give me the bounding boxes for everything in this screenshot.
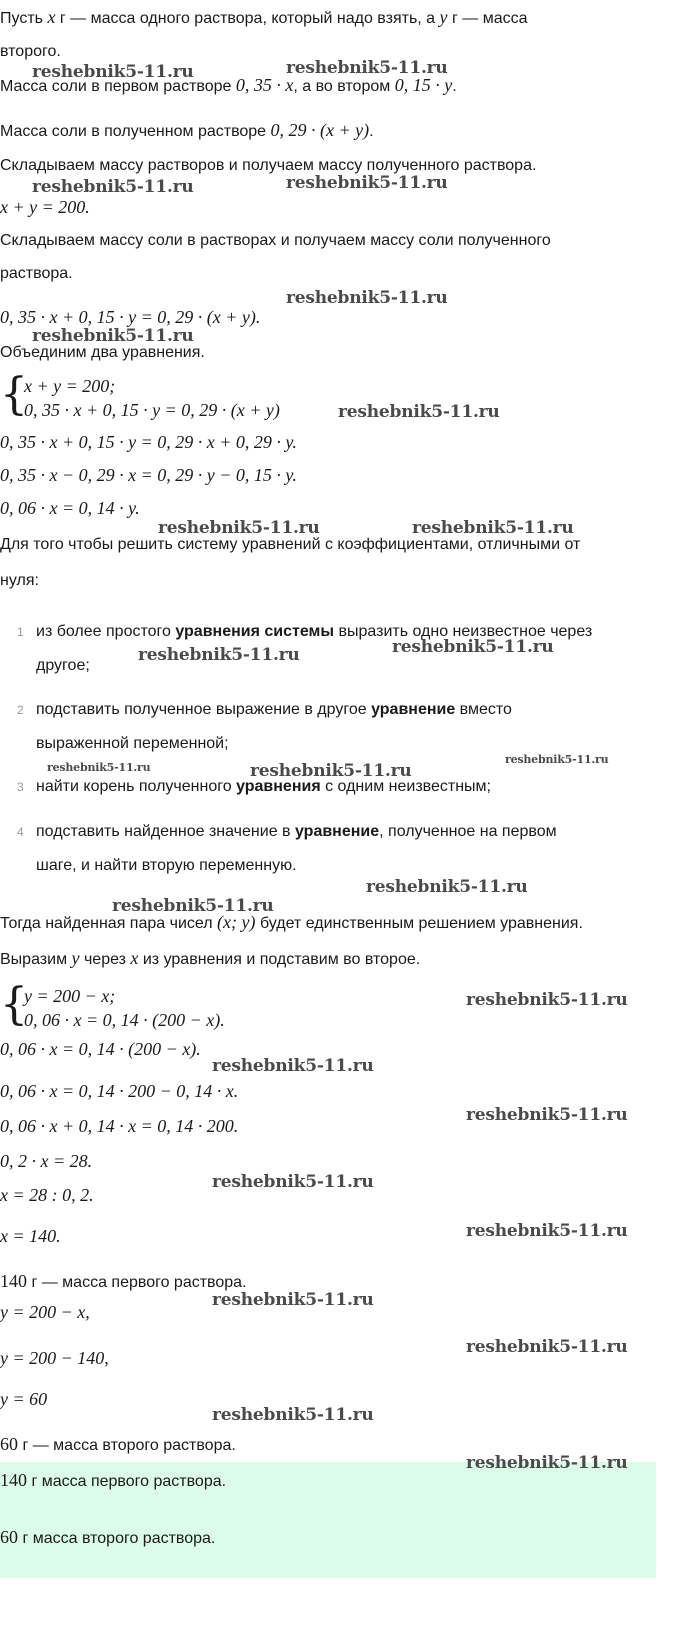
watermark: reshebnik5-11.ru xyxy=(32,326,194,346)
text-line: Выразим y через x из уравнения и подставим во второе. xyxy=(0,948,421,968)
text-line: Масса соли в полученном растворе 0, 29 · (x + y). xyxy=(0,120,374,140)
math-line: x = 28 : 0, 2. xyxy=(0,1185,94,1205)
math-line: y = 200 − 140, xyxy=(0,1348,109,1368)
brace-icon: { xyxy=(0,979,28,1030)
watermark: reshebnik5-11.ru xyxy=(392,637,554,657)
watermark: reshebnik5-11.ru xyxy=(466,1221,628,1241)
watermark: reshebnik5-11.ru xyxy=(366,877,528,897)
watermark: reshebnik5-11.ru xyxy=(158,518,320,538)
list-number: 1 xyxy=(17,625,24,639)
watermark: reshebnik5-11.ru xyxy=(112,896,274,916)
watermark: reshebnik5-11.ru xyxy=(466,1337,628,1357)
watermark: reshebnik5-11.ru xyxy=(250,761,412,781)
list-item-cont: шаге, и найти вторую переменную. xyxy=(36,857,297,874)
list-number: 4 xyxy=(17,825,24,839)
watermark: reshebnik5-11.ru xyxy=(138,645,300,665)
list-item: подставить найденное значение в уравнение, полученное на первом xyxy=(36,823,557,840)
text-line: Пусть x г — масса одного раствора, который надо взять, а y г — масса xyxy=(0,7,528,27)
list-item-cont: выраженной переменной; xyxy=(36,735,229,752)
math-line: 0, 35 · x − 0, 29 · x = 0, 29 · y − 0, 15 · y. xyxy=(0,465,297,485)
watermark: reshebnik5-11.ru xyxy=(32,62,194,82)
text-line: второго. xyxy=(0,43,61,60)
answer-line: 140 г масса первого раствора. xyxy=(0,1470,227,1490)
math-line: 0, 06 · x = 0, 14 · (200 − x). xyxy=(0,1039,201,1059)
brace-icon: { xyxy=(0,369,28,420)
list-item-cont: другое; xyxy=(36,657,90,674)
math-line: 0, 06 · x = 0, 14 · 200 − 0, 14 · x. xyxy=(0,1081,239,1101)
watermark: reshebnik5-11.ru xyxy=(466,1105,628,1125)
math-line: 0, 35 · x + 0, 15 · y = 0, 29 · (x + y). xyxy=(0,307,261,327)
list-item: найти корень полученного уравнения с одним неизвестным; xyxy=(36,778,491,795)
watermark: reshebnik5-11.ru xyxy=(466,990,628,1010)
text-line: Складываем массу растворов и получаем массу полученного раствора. xyxy=(0,157,537,174)
watermark: reshebnik5-11.ru xyxy=(212,1172,374,1192)
watermark: reshebnik5-11.ru xyxy=(286,288,448,308)
text-line: Тогда найденная пара чисел (x; y) будет единственным решением уравнения. xyxy=(0,912,583,932)
watermark: reshebnik5-11.ru xyxy=(32,177,194,197)
math-line: x + y = 200. xyxy=(0,197,90,217)
watermark: reshebnik5-11.ru xyxy=(412,518,574,538)
text-line: раствора. xyxy=(0,265,73,282)
watermark: reshebnik5-11.ru xyxy=(505,753,609,766)
text-line: 60 г — масса второго раствора. xyxy=(0,1434,236,1454)
watermark: reshebnik5-11.ru xyxy=(212,1290,374,1310)
text-line: Масса соли в первом растворе 0, 35 · x, а во втором 0, 15 · y. xyxy=(0,75,457,95)
math-line: x = 140. xyxy=(0,1226,61,1246)
list-item: из более простого уравнения системы выразить одно неизвестное через xyxy=(36,623,593,640)
list-number: 3 xyxy=(17,780,24,794)
list-item: подставить полученное выражение в другое уравнение вместо xyxy=(36,701,512,718)
math-line: y = 60 xyxy=(0,1389,48,1409)
text-line: Объединим два уравнения. xyxy=(0,344,205,361)
math-line: 0, 06 · x + 0, 14 · x = 0, 14 · 200. xyxy=(0,1116,239,1136)
text-line: Складываем массу соли в растворах и получаем массу соли полученного xyxy=(0,232,551,249)
watermark: reshebnik5-11.ru xyxy=(466,1453,628,1473)
watermark: reshebnik5-11.ru xyxy=(47,761,151,774)
equation-system: { y = 200 − x; 0, 06 · x = 0, 14 · (200 − x). xyxy=(0,979,225,1030)
answer-line: 60 г масса второго раствора. xyxy=(0,1527,216,1547)
watermark: reshebnik5-11.ru xyxy=(286,173,448,193)
math-line: 0, 35 · x + 0, 15 · y = 0, 29 · x + 0, 29 · y. xyxy=(0,432,297,452)
math-line: y = 200 − x, xyxy=(0,1302,90,1322)
watermark: reshebnik5-11.ru xyxy=(286,58,448,78)
watermark: reshebnik5-11.ru xyxy=(338,402,500,422)
math-line: 0, 06 · x = 0, 14 · y. xyxy=(0,498,140,518)
watermark: reshebnik5-11.ru xyxy=(212,1405,374,1425)
watermark: reshebnik5-11.ru xyxy=(212,1056,374,1076)
equation-system: { x + y = 200; 0, 35 · x + 0, 15 · y = 0, 29 · (x + y) xyxy=(0,369,280,420)
text-line: Для того чтобы решить систему уравнений с коэффициентами, отличными от xyxy=(0,536,581,553)
math-line: 0, 2 · x = 28. xyxy=(0,1151,93,1171)
text-line: 140 г — масса первого раствора. xyxy=(0,1271,247,1291)
text-line: нуля: xyxy=(0,572,39,589)
list-number: 2 xyxy=(17,703,24,717)
